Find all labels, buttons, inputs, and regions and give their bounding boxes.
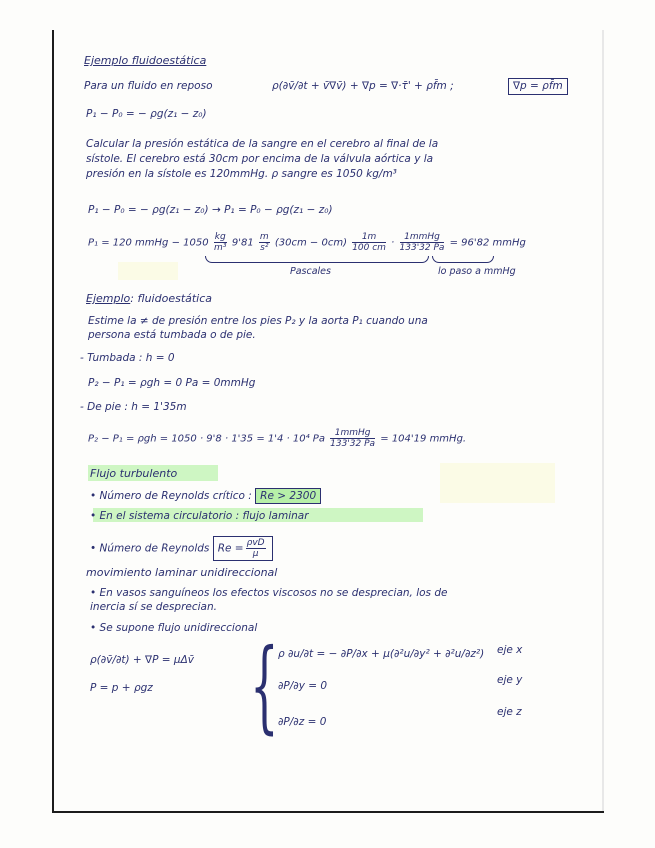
page-border-left: [52, 30, 54, 813]
laminar-l3: • Se supone flujo unidireccional: [90, 622, 258, 634]
frac-den: 133'32 Pa: [399, 243, 445, 253]
curly-brace: {: [250, 627, 279, 744]
solve-cm: (30cm − 0cm): [274, 237, 347, 249]
axis-x-label: eje x: [497, 644, 523, 656]
example2-case2-eq: [88, 428, 466, 449]
laminar-title: movimiento laminar unidireccional: [86, 566, 278, 579]
example1-problem-l1: Calcular la presión estática de la sangre en el cerebro al final de la: [86, 138, 439, 150]
fraction-mmhg-pa-2: [330, 428, 375, 449]
underbrace-pascales: [205, 256, 429, 263]
fraction-1m-100cm: [352, 232, 386, 253]
example2-title: [86, 292, 212, 305]
example1-intro: Para un fluido en reposo: [84, 80, 213, 92]
example2-problem-l1: Estime la ≠ de presión entre los pies P₂ y la aorta P₁ cuando una: [88, 315, 428, 327]
example1-eq-p: P₁ − P₀ = − ρg(z₁ − z₀): [86, 108, 207, 120]
frac-num: 1mmHg: [400, 232, 445, 243]
underbrace-mmhg: [432, 256, 494, 263]
frac-den: μ: [252, 549, 259, 559]
faint-highlight: [118, 262, 178, 280]
example2-case2: - De pie : h = 1'35m: [80, 401, 187, 413]
turbulent-b2: • En el sistema circulatorio : flujo laminar: [90, 510, 309, 522]
frac-num: 1mmHg: [330, 428, 375, 439]
case2-eq-text: P₂ − P₁ = ρgh = 1050 · 9'8 · 1'35 = 1'4 · 10⁴ Pa: [88, 433, 325, 445]
axis-z-label: eje z: [497, 706, 522, 718]
frac-den: 133'32 Pa: [330, 439, 376, 449]
example2-case1: - Tumbada : h = 0: [80, 352, 175, 364]
example1-eq-main: ρ(∂v̄/∂t + v̄∇v̄) + ∇p = ∇·τ̄' + ρf̄m ;: [272, 80, 454, 92]
faint-highlight: [440, 463, 555, 503]
frac-den: s²: [260, 243, 269, 253]
re-lhs: Re =: [217, 542, 244, 555]
example1-problem-l3: presión en la sístole es 120mmHg. ρ sangre es 1050 kg/m³: [86, 168, 397, 180]
turbulent-title: Flujo turbulento: [90, 467, 178, 480]
fraction-re: [246, 538, 266, 559]
reynolds-critical-box: Re > 2300: [255, 488, 321, 504]
example1-title: Ejemplo fluidoestática: [84, 54, 207, 67]
solve-prefix: P₁ = 120 mmHg − 1050: [88, 237, 209, 249]
laminar-eq-left2: P = p + ρgz: [90, 682, 153, 694]
example1-solve-l1: P₁ − P₀ = − ρg(z₁ − z₀) → P₁ = P₀ − ρg(z₁ − z₀): [88, 204, 333, 216]
fraction-mmhg-pa: [400, 232, 445, 253]
fraction-m-s2: [259, 232, 270, 253]
page-border-bottom: [52, 811, 604, 813]
axis-y-label: eje y: [497, 674, 523, 686]
label-pascales: Pascales: [290, 266, 331, 277]
frac-num: 1m: [352, 232, 386, 243]
label-paso: lo paso a mmHg: [438, 266, 516, 277]
turbulent-b3: [90, 536, 273, 561]
laminar-l2: inercia sí se desprecian.: [90, 601, 217, 613]
frac-num: ρvD: [246, 538, 265, 548]
laminar-eq-z: ∂P/∂z = 0: [278, 716, 327, 728]
solve-981: 9'81: [231, 237, 254, 249]
laminar-eq-left1: ρ(∂v̄/∂t) + ∇P = μΔv̄: [90, 654, 194, 666]
fraction-kg-m3: [214, 232, 227, 253]
example1-eq-boxed: ∇p = ρf̄m: [508, 78, 568, 95]
example1-solve-l2: P₁ = 120 mmHg − 1050 $\frac{kg}{\text{m³}}$ 9'81 $\frac{m}{\text{s²}}$ (30cm − 0cm) $\frac{1m}{100 cm}$ · $\frac{\text{1mmHg}}{133'32 Pa}$ = 96'82 mmHg: [88, 232, 526, 253]
laminar-eq-y: ∂P/∂y = 0: [278, 680, 328, 692]
solve-result: = 96'82 mmHg: [449, 237, 526, 249]
frac-num: m: [259, 232, 269, 242]
example2-problem-l2: persona está tumbada o de pie.: [88, 329, 256, 341]
turbulent-b1: [90, 490, 321, 503]
laminar-l1: • En vasos sanguíneos los efectos viscosos no se desprecian, los de: [90, 587, 448, 599]
turbulent-b1-text: • Número de Reynolds crítico :: [90, 490, 252, 502]
example2-case1-eq: P₂ − P₁ = ρgh = 0 Pa = 0mmHg: [88, 377, 256, 389]
frac-den: 100 cm: [352, 243, 386, 253]
example1-problem-l2: sístole. El cerebro está 30cm por encima de la válvula aórtica y la: [86, 153, 434, 165]
case2-result: = 104'19 mmHg.: [380, 433, 467, 445]
turbulent-b3-text: • Número de Reynolds: [90, 542, 210, 555]
example2-title-word: Ejemplo: [86, 292, 131, 305]
laminar-eq-x: ρ ∂u/∂t = − ∂P/∂x + μ(∂²u/∂y² + ∂²u/∂z²): [278, 648, 485, 660]
frac-den: m³: [214, 243, 227, 253]
page-border-right: [602, 30, 604, 813]
example2-title-rest: : fluidoestática: [130, 292, 213, 305]
reynolds-formula-box: [213, 536, 273, 561]
frac-num: kg: [214, 232, 226, 242]
